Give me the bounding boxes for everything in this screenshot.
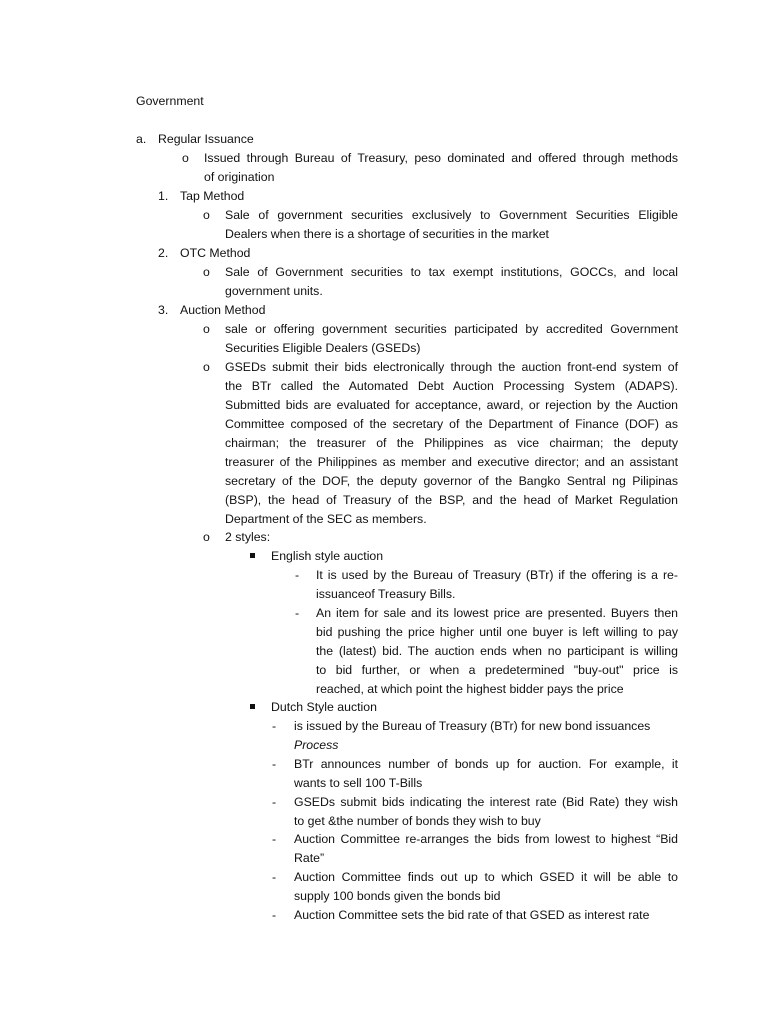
- dash-marker: -: [272, 870, 277, 884]
- bullet-text: Sale of Government securities to tax exempt institutions, GOCCs, and local: [225, 265, 678, 279]
- dash-text: GSEDs submit bids indicating the interest rate (Bid Rate) they wish: [294, 795, 678, 809]
- bullet-text: Dealers when there is a shortage of securities in the market: [225, 227, 549, 241]
- subsection-heading: Auction Method: [180, 303, 266, 317]
- dash-marker: -: [272, 832, 277, 846]
- bullet-text: the BTr called the Automated Debt Auction Processing System (ADAPS).: [225, 379, 678, 393]
- bullet-text: GSEDs submit their bids electronically through the auction front-end system of: [225, 360, 678, 374]
- dash-marker: -: [272, 719, 277, 733]
- bullet-text: (BSP), the head of Treasury of the BSP, and the head of Market Regulation: [225, 493, 678, 507]
- dash-text: to bid further, or when a predetermined "buy-out" price is: [316, 663, 678, 677]
- section-heading: Regular Issuance: [158, 132, 254, 146]
- dash-marker: -: [272, 795, 277, 809]
- list-marker: 2.: [158, 246, 169, 260]
- dash-text: the (latest) bid. The auction ends when no participant is willing: [316, 644, 678, 658]
- dash-text: to get &the number of bonds they wish to buy: [294, 814, 541, 828]
- bullet-text: Securities Eligible Dealers (GSEDs): [225, 341, 421, 355]
- dash-marker: -: [272, 757, 277, 771]
- bullet-marker: o: [182, 151, 189, 165]
- bullet-text: government units.: [225, 284, 323, 298]
- subsection-heading: OTC Method: [180, 246, 251, 260]
- bullet-text: Sale of government securities exclusively to Government Securities Eligible: [225, 208, 678, 222]
- dash-text: It is used by the Bureau of Treasury (BTr) if the offering is a re-: [316, 568, 678, 582]
- bullet-marker: o: [203, 530, 210, 544]
- style-heading: English style auction: [271, 549, 384, 563]
- page-title: Government: [136, 94, 204, 108]
- list-marker: a.: [136, 132, 147, 146]
- list-marker: 1.: [158, 189, 169, 203]
- dash-marker: -: [295, 568, 300, 582]
- dash-text: issuanceof Treasury Bills.: [316, 587, 456, 601]
- bullet-text: Department of the SEC as members.: [225, 512, 427, 526]
- dash-text: is issued by the Bureau of Treasury (BTr) for new bond issuances: [294, 719, 651, 733]
- bullet-text: Issued through Bureau of Treasury, peso dominated and offered through methods: [204, 151, 678, 165]
- bullet-marker: o: [203, 208, 210, 222]
- bullet-text: secretary of the DOF, the deputy governor of the Bangko Sentral ng Pilipinas: [225, 474, 678, 488]
- dash-text: BTr announces number of bonds up for auction. For example, it: [294, 757, 678, 771]
- bullet-text: treasurer of the Philippines as member and executive director; and an assistant: [225, 455, 678, 469]
- style-heading: Dutch Style auction: [271, 700, 377, 714]
- dash-text: Auction Committee re-arranges the bids from lowest to highest “Bid: [294, 832, 678, 846]
- dash-text: Auction Committee sets the bid rate of that GSED as interest rate: [294, 908, 650, 922]
- dash-text: Rate”: [294, 851, 325, 865]
- bullet-text: chairman; the treasurer of the Philippines as vice chairman; the deputy: [225, 436, 678, 450]
- dash-text: Auction Committee finds out up to which GSED it will be able to: [294, 870, 678, 884]
- dash-text: wants to sell 100 T-Bills: [294, 776, 423, 790]
- bullet-marker: o: [203, 322, 210, 336]
- process-label-text: Process: [294, 738, 339, 752]
- bullet-marker: o: [203, 360, 210, 374]
- dash-text: reached, at which point the highest bidder pays the price: [316, 682, 624, 696]
- square-bullet-icon: [250, 704, 255, 709]
- process-label: [294, 736, 338, 755]
- dash-text: An item for sale and its lowest price are presented. Buyers then: [316, 606, 678, 620]
- subsection-heading: Tap Method: [180, 189, 245, 203]
- bullet-marker: o: [203, 265, 210, 279]
- dash-marker: -: [272, 908, 277, 922]
- square-bullet-icon: [250, 553, 255, 558]
- dash-marker: -: [295, 606, 300, 620]
- list-marker: 3.: [158, 303, 169, 317]
- dash-text: supply 100 bonds given the bonds bid: [294, 889, 501, 903]
- dash-text: bid pushing the price higher until one buyer is left willing to pay: [316, 625, 678, 639]
- bullet-text: of origination: [204, 170, 275, 184]
- bullet-text: Submitted bids are evaluated for acceptance, award, or rejection by the Auction: [225, 398, 678, 412]
- bullet-text: Committee composed of the secretary of the Department of Finance (DOF) as: [225, 417, 678, 431]
- bullet-text: sale or offering government securities participated by accredited Government: [225, 322, 678, 336]
- bullet-text: 2 styles:: [225, 530, 271, 544]
